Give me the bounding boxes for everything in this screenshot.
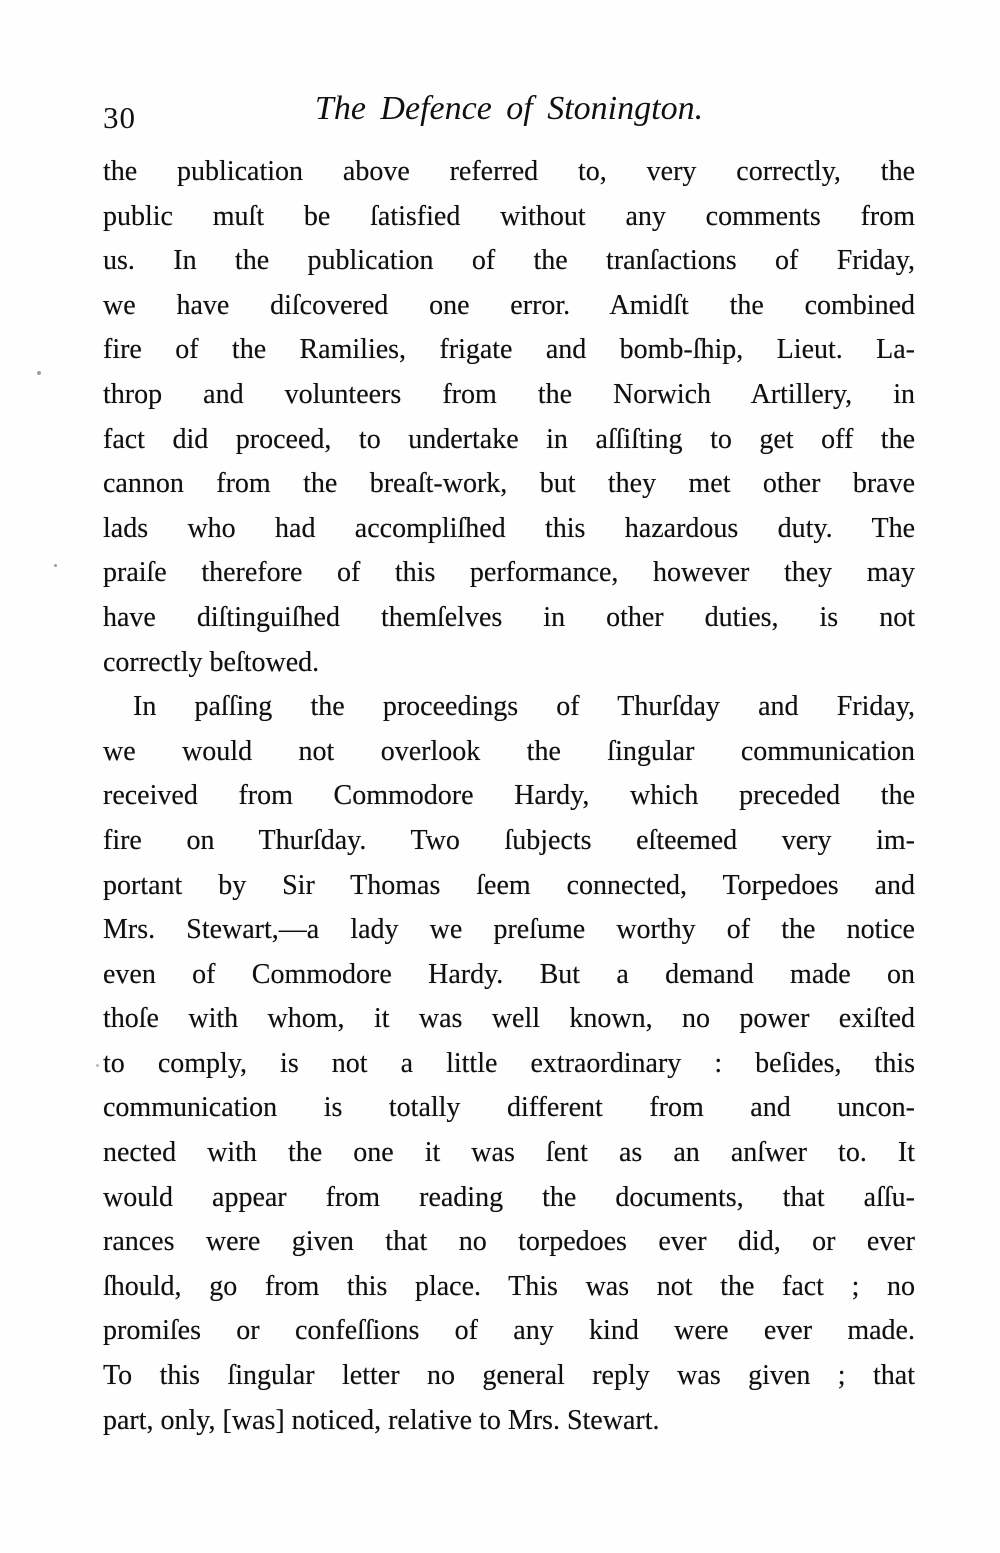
text-line: fact did proceed, to undertake in aſſiſting to get off the [103,423,915,455]
text-line: we have diſcovered one error. Amidſt the combined [103,289,915,321]
running-header-title: The Defence of Stonington. [314,90,704,127]
text-line: correctly beſtowed. [103,646,320,678]
text-line: cannon from the breaſt-work, but they met other brave [103,468,915,500]
text-line: ſhould, go from this place. This was not the fact ; no [103,1270,915,1302]
text-line: portant by Sir Thomas ſeem connected, Torpedoes and [103,869,915,901]
text-line: nected with the one it was ſent as an anſwer to. It [103,1137,915,1169]
text-line: To this ſingular letter no general reply was given ; that [103,1360,915,1392]
text-line: lads who had accompliſhed this hazardous duty. The [103,512,915,544]
text-line: rances were given that no torpedoes ever did, or ever [103,1226,915,1258]
text-line: received from Commodore Hardy, which preceded the [103,780,915,812]
text-line: we would not overlook the ſingular communication [103,735,915,767]
text-line: praiſe therefore of this performance, however they may [103,557,915,589]
text-line: us. In the publication of the tranſactions of Friday, [103,245,915,277]
text-line: In paſſing the proceedings of Thurſday and Friday, [133,691,915,723]
text-line: fire on Thurſday. Two ſubjects eſteemed very im- [103,824,915,856]
text-line: have diſtinguiſhed themſelves in other duties, is not [103,601,915,633]
text-line: even of Commodore Hardy. But a demand made on [103,958,915,990]
text-line: the publication above referred to, very correctly, the [103,156,915,187]
text-line: thoſe with whom, it was well known, no power exiſted [103,1003,915,1035]
text-line: part, only, [was] noticed, relative to Mrs. Stewart. [103,1404,660,1436]
text-line: fire of the Ramilies, frigate and bomb-ſhip, Lieut. La- [103,334,915,366]
scan-speck [37,371,41,375]
text-line: Mrs. Stewart,—a lady we preſume worthy of the notice [103,914,915,946]
text-line: to comply, is not a little extraordinary : beſides, this [103,1047,915,1079]
page-body-text [103,150,915,1443]
scan-speck [96,1064,99,1067]
page-number: 30 [103,100,136,135]
text-line: public muſt be ſatisfied without any comments from [103,200,915,232]
text-line: promiſes or confeſſions of any kind were ever made. [103,1315,915,1347]
text-line: would appear from reading the documents, that aſſu- [103,1181,915,1213]
text-line: communication is totally different from and uncon- [103,1092,915,1124]
text-line: throp and volunteers from the Norwich Artillery, in [103,378,915,410]
scan-speck [54,564,57,567]
running-header [103,90,915,138]
